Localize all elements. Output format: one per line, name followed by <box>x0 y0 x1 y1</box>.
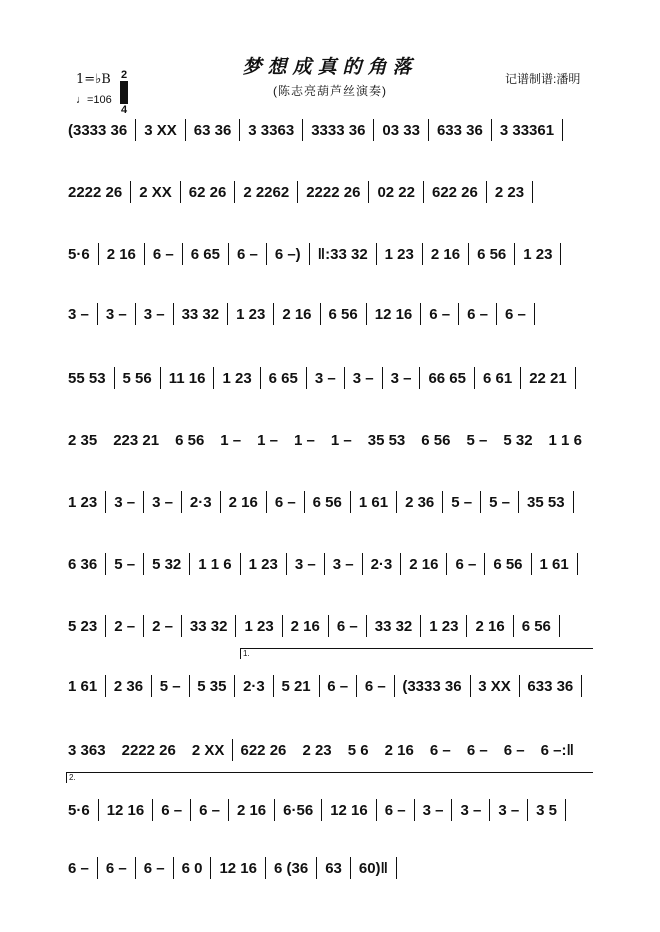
measure: 22 21 <box>529 369 567 387</box>
barline <box>210 857 211 879</box>
volta-first-ending: 1. <box>240 648 593 659</box>
barline <box>484 553 485 575</box>
barline <box>480 491 481 513</box>
barline <box>152 799 153 821</box>
measure: 35 53 <box>367 431 406 449</box>
barline <box>135 857 136 879</box>
barline <box>180 181 181 203</box>
measure: 3 – <box>294 555 316 573</box>
measure: 6 – <box>384 801 406 819</box>
barline <box>519 675 520 697</box>
measure: 6 56 <box>493 555 523 573</box>
barline <box>143 553 144 575</box>
measure: 2 – <box>152 617 173 635</box>
measure: 1 61 <box>68 677 98 695</box>
measure: 1 23 <box>68 493 98 511</box>
measure: 35 53 <box>527 493 565 511</box>
measure: 5 – <box>451 493 473 511</box>
measure: 33 32 <box>189 617 228 635</box>
barline <box>362 553 363 575</box>
measure: 2 XX <box>139 183 172 201</box>
measure: 3 – <box>460 801 482 819</box>
measure: 66 65 <box>428 369 466 387</box>
measure: 1 23 <box>429 617 459 635</box>
barline <box>234 181 235 203</box>
measure: 2 16 <box>282 305 312 323</box>
barline <box>234 675 235 697</box>
measure: 2 16 <box>475 617 505 635</box>
measure: 6 – <box>503 741 525 759</box>
barline <box>518 491 519 513</box>
barline <box>98 243 99 265</box>
measure: (3333 36 <box>402 677 462 695</box>
measure: 6 61 <box>483 369 513 387</box>
measure: 5 32 <box>152 555 182 573</box>
score-row <box>66 242 588 266</box>
measure: 6 36 <box>68 555 98 573</box>
measure: 622 26 <box>240 741 287 759</box>
barline <box>442 491 443 513</box>
measure: 3 5 <box>536 801 558 819</box>
measure: 2 16 <box>106 245 136 263</box>
measure: 1 – <box>330 431 352 449</box>
measure: 60)‖ <box>358 859 389 877</box>
measure: 3333 36 <box>311 121 366 139</box>
score-row <box>66 856 588 880</box>
barline <box>105 553 106 575</box>
measure: 633 36 <box>436 121 483 139</box>
measure: 6 56 <box>312 493 342 511</box>
barline <box>366 303 367 325</box>
measure: 3 XX <box>478 677 511 695</box>
score-row <box>66 428 588 452</box>
measure: 5 6 <box>347 741 369 759</box>
measure: 2222 26 <box>121 741 176 759</box>
performer-subtitle: (陈志亮葫芦丝演奏) <box>273 84 387 98</box>
barline <box>486 181 487 203</box>
measure: 5 – <box>489 493 510 511</box>
measure: 6 56 <box>421 431 451 449</box>
meter-bottom: 4 <box>120 104 128 116</box>
barline <box>559 615 560 637</box>
song-title: 梦想成真的角落 <box>242 56 418 78</box>
measure: 3 – <box>332 555 354 573</box>
measure: 1 1 6 <box>198 555 232 573</box>
measure: 6 – <box>274 493 296 511</box>
measure: 622 26 <box>431 183 478 201</box>
measure: 2 – <box>114 617 136 635</box>
barline <box>286 553 287 575</box>
barline <box>304 491 305 513</box>
measure: 6 65 <box>190 245 220 263</box>
barline <box>531 553 532 575</box>
measure: 6 65 <box>268 369 298 387</box>
measure: 1 1 6 <box>548 431 582 449</box>
barline <box>213 367 214 389</box>
measure: 5 – <box>159 677 181 695</box>
measure: 6 – <box>199 801 220 819</box>
barline <box>366 615 367 637</box>
measure: 2 16 <box>430 245 461 263</box>
measure: 2 2262 <box>243 183 290 201</box>
barline <box>368 181 369 203</box>
measure: 5·6 <box>68 245 90 263</box>
barline <box>581 675 582 697</box>
barline <box>114 367 115 389</box>
transcriber-credit: 记谱制谱:潘明 <box>505 72 581 86</box>
measure: 2·3 <box>243 677 265 695</box>
barline <box>181 615 182 637</box>
measure: 2 16 <box>236 801 267 819</box>
measure: 3 – <box>68 305 89 323</box>
barline <box>489 799 490 821</box>
measure: 2·3 <box>370 555 393 573</box>
barline <box>396 857 397 879</box>
barline <box>400 553 401 575</box>
measure: 6 – <box>336 617 358 635</box>
barline <box>97 857 98 879</box>
measure: 3 – <box>152 493 173 511</box>
measure: 223 21 <box>113 431 160 449</box>
measure: 1 – <box>257 431 279 449</box>
measure: 12 16 <box>330 801 368 819</box>
barline <box>320 303 321 325</box>
barline <box>297 181 298 203</box>
barline <box>182 243 183 265</box>
barline <box>274 799 275 821</box>
measure: 3 – <box>114 493 136 511</box>
barline <box>98 799 99 821</box>
measure: 2 35 <box>68 431 98 449</box>
measure: 1 – <box>294 431 315 449</box>
barline <box>420 303 421 325</box>
barline <box>565 799 566 821</box>
barline <box>181 491 182 513</box>
measure: 63 <box>325 859 342 877</box>
measure: 1 23 <box>236 305 266 323</box>
measure: 63 36 <box>193 121 232 139</box>
barline <box>228 243 229 265</box>
barline <box>382 367 383 389</box>
barline <box>260 367 261 389</box>
measure: 6 – <box>466 741 488 759</box>
barline <box>470 675 471 697</box>
barline <box>527 799 528 821</box>
measure: 6 – <box>505 305 526 323</box>
measure: 5 35 <box>197 677 227 695</box>
barline <box>344 367 345 389</box>
measure: 5 56 <box>122 369 152 387</box>
measure: 1 23 <box>384 245 414 263</box>
measure: 5 32 <box>503 431 533 449</box>
barline <box>573 491 574 513</box>
measure: 3 – <box>314 369 336 387</box>
barline <box>575 367 576 389</box>
measure: 33 32 <box>181 305 220 323</box>
measure: 6 – <box>143 859 165 877</box>
measure: 5 – <box>466 431 488 449</box>
barline <box>130 181 131 203</box>
measure: 2 16 <box>228 493 258 511</box>
barline <box>466 615 467 637</box>
barline <box>302 119 303 141</box>
barline <box>376 243 377 265</box>
barline <box>306 367 307 389</box>
barline <box>227 303 228 325</box>
measure: 1 – <box>220 431 242 449</box>
score-row <box>66 302 588 326</box>
measure: 2 23 <box>494 183 525 201</box>
barline <box>534 303 535 325</box>
barline <box>321 799 322 821</box>
measure: 2 23 <box>302 741 332 759</box>
barline <box>446 553 447 575</box>
barline <box>173 303 174 325</box>
measure: 6 – <box>68 859 89 877</box>
measure: 6 56 <box>175 431 205 449</box>
measure: 62 26 <box>188 183 227 201</box>
measure: 633 36 <box>527 677 574 695</box>
measure: 6 56 <box>328 305 358 323</box>
measure: 2 16 <box>409 555 439 573</box>
barline <box>144 243 145 265</box>
barline <box>474 367 475 389</box>
measure: 3 – <box>422 801 444 819</box>
barline <box>173 857 174 879</box>
barline <box>266 491 267 513</box>
barline <box>316 857 317 879</box>
barline <box>319 675 320 697</box>
barline <box>394 675 395 697</box>
measure: 6 – <box>455 555 477 573</box>
measure: 02 22 <box>377 183 415 201</box>
barline <box>496 303 497 325</box>
tempo-marking: ♩=106 <box>76 94 112 106</box>
measure: ‖:33 32 <box>317 245 368 263</box>
barline <box>228 799 229 821</box>
measure: 6 – <box>364 677 386 695</box>
measure: 12 16 <box>106 801 145 819</box>
measure: 6 –) <box>274 245 301 263</box>
barline <box>532 181 533 203</box>
barline <box>560 243 561 265</box>
measure: 11 16 <box>168 369 206 387</box>
measure: 6 (36 <box>273 859 309 877</box>
measure: 2222 26 <box>68 183 123 201</box>
measure: 3 – <box>390 369 412 387</box>
barline <box>373 119 374 141</box>
barline <box>135 119 136 141</box>
barline <box>468 243 469 265</box>
measure: 1 23 <box>248 555 278 573</box>
barline <box>423 181 424 203</box>
barline <box>185 119 186 141</box>
barline <box>160 367 161 389</box>
measure: 6 – <box>429 741 451 759</box>
barline <box>240 553 241 575</box>
barline <box>273 675 274 697</box>
measure: 6 – <box>152 245 174 263</box>
measure: 6·56 <box>283 801 314 819</box>
measure: 5·6 <box>68 801 90 819</box>
measure: 6 – <box>327 677 349 695</box>
barline <box>513 615 514 637</box>
measure: 6 –:‖ <box>540 741 574 759</box>
barline <box>189 553 190 575</box>
measure: 2 XX <box>191 741 225 759</box>
barline <box>451 799 452 821</box>
measure: 3 – <box>143 305 165 323</box>
score-row <box>66 674 588 698</box>
measure: 3 – <box>498 801 520 819</box>
measure: 6 56 <box>521 617 551 635</box>
key-signature: 1=♭B <box>76 72 111 87</box>
barline <box>419 367 420 389</box>
barline <box>135 303 136 325</box>
barline <box>105 615 106 637</box>
barline <box>189 675 190 697</box>
barline <box>220 491 221 513</box>
measure: 6 0 <box>181 859 203 877</box>
measure: 1 61 <box>539 555 569 573</box>
barline <box>97 303 98 325</box>
measure: 6 56 <box>477 245 507 263</box>
barline <box>420 615 421 637</box>
measure: 6 – <box>105 859 127 877</box>
score-row <box>66 552 588 576</box>
barline <box>428 119 429 141</box>
barline <box>273 303 274 325</box>
measure: 6 – <box>236 245 258 263</box>
barline <box>491 119 492 141</box>
measure: 1 61 <box>358 493 389 511</box>
barline <box>143 615 144 637</box>
measure: 5 21 <box>281 677 311 695</box>
barline <box>105 491 106 513</box>
measure: 1 23 <box>244 617 274 635</box>
measure: 2 36 <box>405 493 435 511</box>
measure: 12 16 <box>219 859 257 877</box>
barline <box>235 615 236 637</box>
measure: 2·3 <box>189 493 212 511</box>
score-row <box>66 118 588 142</box>
measure: 3 3363 <box>248 121 295 139</box>
measure: 03 33 <box>382 121 420 139</box>
score-row <box>66 490 588 514</box>
measure: 5 – <box>114 555 136 573</box>
measure: (3333 36 <box>68 121 128 139</box>
score-row <box>66 738 588 762</box>
measure: 5 23 <box>68 617 98 635</box>
measure: 33 32 <box>374 617 413 635</box>
score-row <box>66 366 588 390</box>
measure: 3 XX <box>144 121 177 139</box>
score-row <box>66 798 588 822</box>
barline <box>414 799 415 821</box>
time-signature <box>120 70 128 115</box>
score-row <box>66 180 588 204</box>
barline <box>514 243 515 265</box>
barline <box>324 553 325 575</box>
measure: 2222 26 <box>306 183 361 201</box>
barline <box>562 119 563 141</box>
barline <box>151 675 152 697</box>
measure: 6 – <box>467 305 488 323</box>
barline <box>577 553 578 575</box>
measure: 55 53 <box>68 369 106 387</box>
barline <box>396 491 397 513</box>
barline <box>356 675 357 697</box>
measure: 1 23 <box>222 369 252 387</box>
barline <box>266 243 267 265</box>
barline <box>520 367 521 389</box>
volta-second-ending: 2. <box>66 772 593 783</box>
barline <box>328 615 329 637</box>
barline <box>265 857 266 879</box>
measure: 3 33361 <box>499 121 555 139</box>
measure: 2 16 <box>384 741 414 759</box>
measure: 3 363 <box>68 741 106 759</box>
barline <box>376 799 377 821</box>
barline <box>105 675 106 697</box>
barline <box>309 243 310 265</box>
measure: 1 23 <box>523 245 553 263</box>
barline <box>143 491 144 513</box>
measure: 6 – <box>161 801 183 819</box>
measure: 2 36 <box>113 677 144 695</box>
score-row <box>66 614 588 638</box>
barline <box>350 491 351 513</box>
barline <box>422 243 423 265</box>
barline <box>350 857 351 879</box>
barline <box>239 119 240 141</box>
measure: 12 16 <box>374 305 413 323</box>
measure: 6 – <box>429 305 451 323</box>
measure: 3 – <box>105 305 127 323</box>
barline <box>282 615 283 637</box>
barline <box>190 799 191 821</box>
measure: 2 16 <box>290 617 320 635</box>
meter-top: 2 <box>120 69 128 81</box>
barline <box>458 303 459 325</box>
measure: 3 – <box>352 369 374 387</box>
